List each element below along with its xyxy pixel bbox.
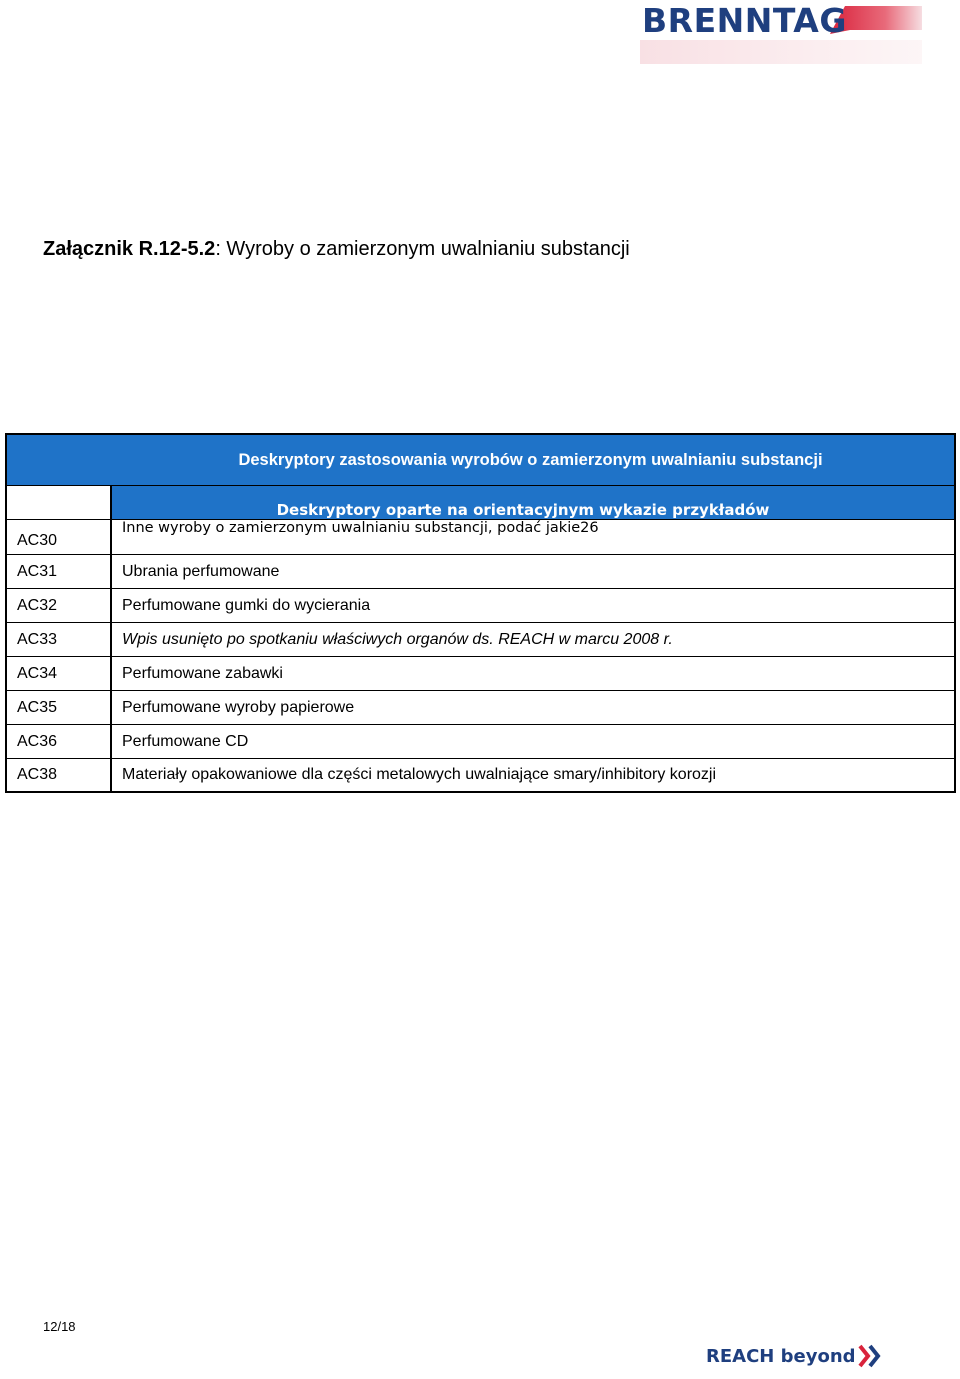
page-number: 12/18: [43, 1319, 76, 1334]
header-code-cell: [7, 486, 112, 519]
row-description: Perfumowane CD: [122, 732, 249, 750]
row-code: AC38: [7, 759, 112, 791]
reach-logo-text: REACH beyond: [706, 1345, 856, 1367]
row-code: AC36: [7, 725, 112, 758]
row-code: AC33: [7, 623, 112, 656]
table-row: [7, 589, 954, 623]
table-header-sub: Deskryptory oparte na orientacyjnym wykazie przykładów: [112, 486, 954, 519]
brenntag-logo: [640, 1, 922, 64]
table-row: [7, 759, 954, 791]
table-row: [7, 657, 954, 691]
descriptors-table: [5, 433, 956, 793]
reach-beyond-logo: [706, 1339, 884, 1373]
title-rest: : Wyroby o zamierzonym uwalnianiu substancji: [215, 238, 630, 260]
row-code: AC30: [7, 520, 112, 554]
brand-name: BRENNTAG: [642, 1, 847, 40]
row-description: Materiały opakowaniowe dla części metalowych uwalniające smary/inhibitory korozji: [122, 766, 717, 783]
row-description: Perfumowane wyroby papierowe: [122, 698, 355, 716]
row-code: AC32: [7, 589, 112, 622]
row-code: AC35: [7, 691, 112, 724]
row-description: Ubrania perfumowane: [122, 562, 280, 580]
row-description: Inne wyroby o zamierzonym uwalnianiu substancji, podać jakie26: [122, 520, 599, 536]
table-header-main: Deskryptory zastosowania wyrobów o zamierzonym uwalnianiu substancji: [7, 435, 954, 486]
table-row: [7, 623, 954, 657]
page-title: [43, 236, 630, 262]
row-code: AC31: [7, 555, 112, 588]
title-prefix: Załącznik R.12-5.2: [43, 238, 216, 260]
table-row: [7, 520, 954, 555]
table-row: [7, 555, 954, 589]
row-description: Wpis usunięto po spotkaniu właściwych organów ds. REACH w marcu 2008 r.: [122, 630, 673, 648]
table-header-sub-row: [7, 486, 954, 520]
row-code: AC34: [7, 657, 112, 690]
table-row: [7, 725, 954, 759]
double-chevron-right-icon: [858, 1342, 884, 1370]
table-row: [7, 691, 954, 725]
row-description: Perfumowane gumki do wycierania: [122, 596, 371, 614]
row-description: Perfumowane zabawki: [122, 664, 283, 682]
